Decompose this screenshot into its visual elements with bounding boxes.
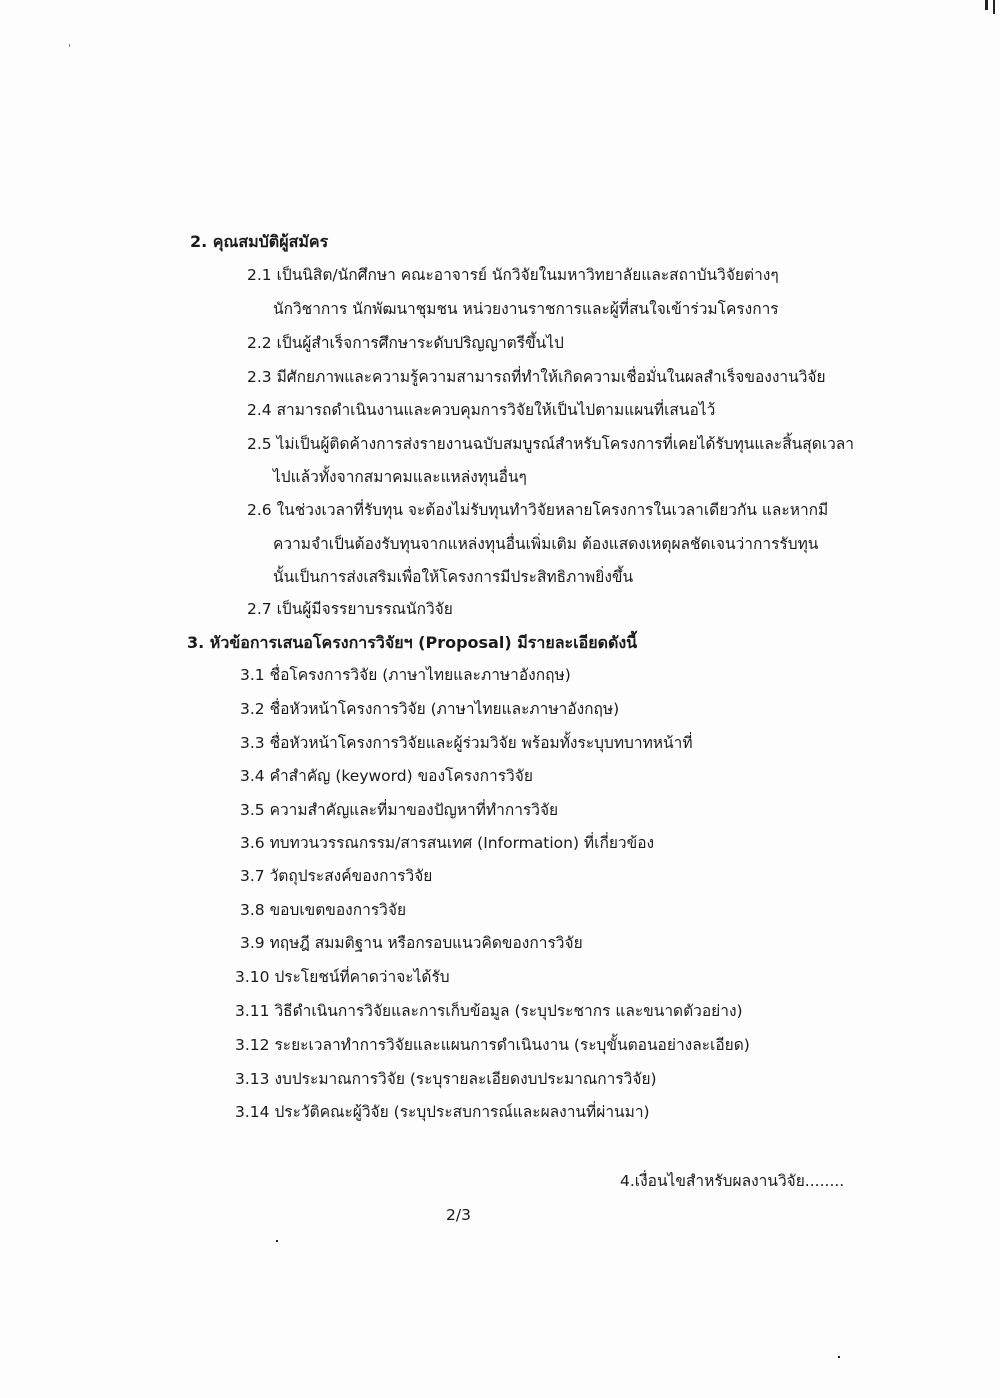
item-3-13: 3.13 งบประมาณการวิจัย (ระบุรายละเอียดงบประมาณการวิจัย) [235, 1070, 657, 1088]
item-3-6: 3.6 ทบทวนวรรณกรรม/สารสนเทศ (Information) ที่เกี่ยวข้อง [240, 834, 655, 852]
section-3-heading: 3. หัวข้อการเสนอโครงการวิจัยฯ (Proposal) มีรายละเอียดดังนี้ [187, 633, 638, 652]
scan-speck [276, 1240, 278, 1242]
item-2-6-line-2: ความจำเป็นต้องรับทุนจากแหล่งทุนอื่นเพิ่มเติม ต้องแสดงเหตุผลชัดเจนว่าการรับทุน [273, 535, 819, 553]
item-2-7: 2.7 เป็นผู้มีจรรยาบรรณนักวิจัย [247, 600, 453, 618]
item-3-11: 3.11 วิธีดำเนินการวิจัยและการเก็บข้อมูล (ระบุประชากร และขนาดตัวอย่าง) [235, 1002, 743, 1020]
continuation-note: 4.เงื่อนไขสำหรับผลงานวิจัย........ [620, 1172, 845, 1190]
item-3-7: 3.7 วัตถุประสงค์ของการวิจัย [240, 867, 433, 885]
item-3-2: 3.2 ชื่อหัวหน้าโครงการวิจัย (ภาษาไทยและภาษาอังกฤษ) [240, 700, 620, 718]
item-3-1: 3.1 ชื่อโครงการวิจัย (ภาษาไทยและภาษาอังกฤษ) [240, 666, 571, 684]
item-2-1-line-2: นักวิชาการ นักพัฒนาชุมชน หน่วยงานราชการและผู้ที่สนใจเข้าร่วมโครงการ [273, 300, 779, 318]
item-3-3: 3.3 ชื่อหัวหน้าโครงการวิจัยและผู้ร่วมวิจัย พร้อมทั้งระบุบทบาทหน้าที่ [240, 734, 693, 752]
item-3-10: 3.10 ประโยชน์ที่คาดว่าจะได้รับ [235, 968, 450, 986]
item-2-1-line-1: 2.1 เป็นนิสิต/นักศึกษา คณะอาจารย์ นักวิจัยในมหาวิทยาลัยและสถาบันวิจัยต่างๆ [247, 266, 779, 284]
item-3-4: 3.4 คำสำคัญ (keyword) ของโครงการวิจัย [240, 767, 533, 785]
scan-speck [838, 1356, 840, 1358]
item-2-6-line-1: 2.6 ในช่วงเวลาที่รับทุน จะต้องไม่รับทุนทำวิจัยหลายโครงการในเวลาเดียวกัน และหากมี [247, 501, 829, 519]
item-2-5-line-1: 2.5 ไม่เป็นผู้ติดค้างการส่งรายงานฉบับสมบูรณ์สำหรับโครงการที่เคยได้รับทุนและสิ้นสุดเวลา [247, 435, 855, 453]
item-3-8: 3.8 ขอบเขตของการวิจัย [240, 901, 407, 919]
scan-speck [993, 0, 995, 14]
section-2-heading: 2. คุณสมบัติผู้สมัคร [190, 232, 329, 251]
item-2-4: 2.4 สามารถดำเนินงานและควบคุมการวิจัยให้เป็นไปตามแผนที่เสนอไว้ [247, 401, 716, 419]
item-2-3: 2.3 มีศักยภาพและความรู้ความสามารถที่ทำให้เกิดความเชื่อมั่นในผลสำเร็จของงานวิจัย [247, 368, 826, 386]
item-3-5: 3.5 ความสำคัญและที่มาของปัญหาที่ทำการวิจัย [240, 801, 559, 819]
item-2-5-line-2: ไปแล้วทั้งจากสมาคมและแหล่งทุนอื่นๆ [273, 468, 527, 486]
item-2-6-line-3: นั้นเป็นการส่งเสริมเพื่อให้โครงการมีประสิทธิภาพยิ่งขึ้น [273, 568, 634, 586]
item-3-9: 3.9 ทฤษฎี สมมติฐาน หรือกรอบแนวคิดของการวิจัย [240, 934, 583, 952]
item-3-14: 3.14 ประวัติคณะผู้วิจัย (ระบุประสบการณ์และผลงานที่ผ่านมา) [235, 1103, 650, 1121]
item-2-2: 2.2 เป็นผู้สำเร็จการศึกษาระดับปริญญาตรีขึ้นไป [247, 334, 564, 352]
item-3-12: 3.12 ระยะเวลาทำการวิจัยและแผนการดำเนินงาน (ระบุขั้นตอนอย่างละเอียด) [235, 1036, 750, 1054]
page-number: 2/3 [446, 1206, 471, 1224]
scan-speck [985, 0, 988, 10]
scan-speck [69, 44, 70, 47]
